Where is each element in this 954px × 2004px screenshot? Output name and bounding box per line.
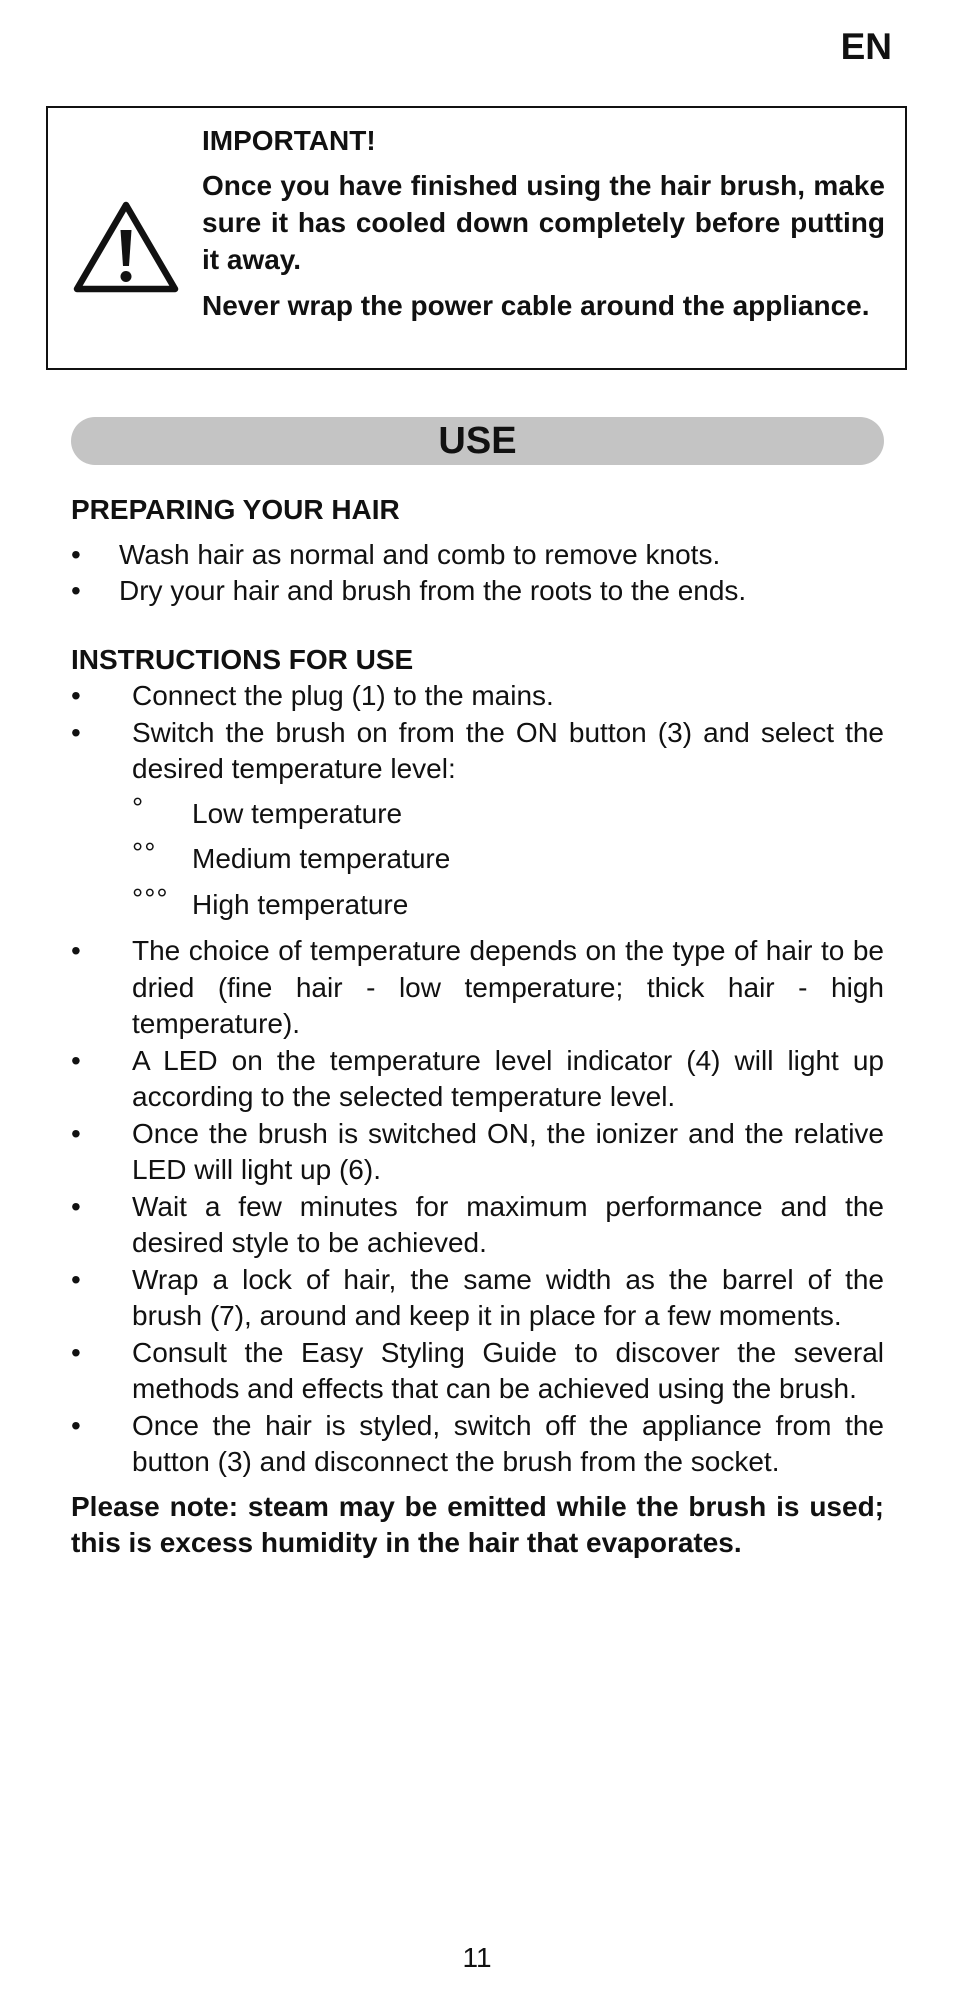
language-code: EN <box>840 26 892 67</box>
warning-text <box>202 122 885 333</box>
temperature-label: Low temperature <box>192 797 403 829</box>
temperature-symbol: °° <box>132 837 157 868</box>
section-title-bar: USE <box>71 417 884 465</box>
temperature-levels-list <box>132 791 884 924</box>
steam-note: Please note: steam may be emitted while the brush is used; this is excess humidity in the hair that evaporates. <box>71 1490 884 1558</box>
list-item-text: A LED on the temperature level indicator (4) will light up according to the selected temperature level. <box>132 1044 884 1112</box>
temperature-symbol: °°° <box>132 882 169 914</box>
list-item-text: Consult the Easy Styling Guide to discover the several methods and effects that can be achieved using the brush. <box>132 1336 884 1404</box>
temperature-label: High temperature <box>192 888 409 920</box>
list-item <box>71 715 884 788</box>
temperature-symbol: ° <box>132 791 145 823</box>
temperature-level-item <box>132 882 884 924</box>
list-item <box>71 1189 884 1262</box>
list-item <box>71 1116 884 1189</box>
instructions-list <box>71 678 884 788</box>
page-number: 11 <box>462 1942 492 1973</box>
warning-triangle-icon <box>72 198 180 296</box>
list-item-text: Dry your hair and brush from the roots to the ends. <box>119 575 747 606</box>
warning-paragraph: Never wrap the power cable around the appliance. <box>202 290 870 321</box>
bullet: • <box>71 935 81 966</box>
bullet: • <box>71 1409 81 1441</box>
list-item <box>71 1262 884 1335</box>
list-item <box>71 1408 884 1481</box>
list-item <box>71 1043 884 1116</box>
bullet: • <box>71 1263 81 1295</box>
list-item <box>71 573 884 610</box>
main-content <box>71 482 884 1562</box>
preparing-list <box>71 537 884 610</box>
list-item-text: Once the brush is switched ON, the ionizer and the relative LED will light up (6). <box>132 1117 884 1185</box>
bullet: • <box>71 1190 81 1222</box>
instructions-heading: INSTRUCTIONS FOR USE <box>71 643 414 675</box>
warning-paragraph: Once you have finished using the hair brush, make sure it has cooled down completely before putting it away. <box>202 170 885 275</box>
warning-title: IMPORTANT! <box>202 125 376 156</box>
list-item-text: Wait a few minutes for maximum performance and the desired style to be achieved. <box>132 1190 884 1258</box>
bullet: • <box>71 1044 81 1076</box>
list-item <box>71 933 884 1043</box>
list-item-text: The choice of temperature depends on the type of hair to be dried (fine hair - low temperature; thick hair - high temperature). <box>132 935 884 1039</box>
bullet: • <box>71 575 81 606</box>
list-item-text: Connect the plug (1) to the mains. <box>132 680 554 711</box>
temperature-label: Medium temperature <box>192 843 451 874</box>
list-item-text: Wrap a lock of hair, the same width as the barrel of the brush (7), around and keep it in place for a few moments. <box>132 1263 884 1331</box>
bullet: • <box>71 680 81 711</box>
list-item <box>71 678 884 715</box>
list-item-text: Once the hair is styled, switch off the appliance from the button (3) and disconnect the brush from the socket. <box>132 1409 884 1477</box>
temperature-level-item <box>132 837 884 878</box>
list-item <box>71 537 884 574</box>
bullet: • <box>71 1336 81 1368</box>
preparing-heading: PREPARING YOUR HAIR <box>71 494 400 525</box>
list-item-text: Switch the brush on from the ON button (3) and select the desired temperature level: <box>132 716 884 784</box>
list-item-text: Wash hair as normal and comb to remove knots. <box>119 538 721 570</box>
list-item <box>71 1335 884 1408</box>
bullet: • <box>71 1117 81 1149</box>
important-warning-box <box>46 106 907 370</box>
bullet: • <box>71 538 81 570</box>
instructions-list-continued <box>71 933 884 1481</box>
temperature-level-item <box>132 791 884 833</box>
bullet: • <box>71 716 81 748</box>
